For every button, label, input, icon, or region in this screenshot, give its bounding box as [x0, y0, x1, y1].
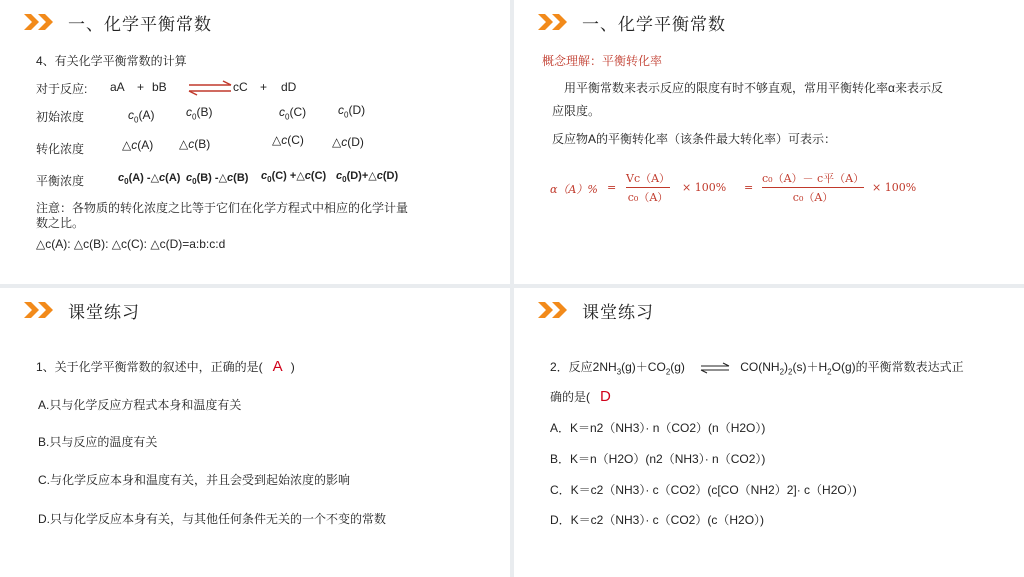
c0-C: $c_0(C)$ — [279, 105, 307, 122]
c0-B: $c_0(B)$ — [186, 105, 213, 122]
slide-exercise-2 — [514, 288, 1024, 577]
option-d[interactable]: D.只与化学反应本身有关，与其他任何条件无关的一个不变的常数 — [38, 512, 387, 526]
concept-heading: 概念理解：平衡转化率 — [542, 54, 663, 68]
term-cC: cC — [233, 80, 248, 94]
eq-D: $c_0(D)+\triangle c(D)$ — [336, 170, 399, 185]
delta-c-C: △c(C) — [272, 133, 304, 147]
equilibrium-label: 平衡浓度 — [36, 174, 85, 188]
slide-header — [538, 298, 654, 322]
formula-times-1: × 100% — [682, 181, 727, 194]
c0-D: $c_0(D)$ — [338, 103, 366, 120]
eq-A: $c_0(A)$ -△c(A) — [118, 172, 181, 187]
double-chevron-icon — [24, 14, 56, 30]
change-label: 转化浓度 — [36, 142, 85, 156]
reversible-arrow-icon — [187, 80, 233, 96]
formula-times-2: × 100% — [872, 181, 917, 194]
fraction-2-numerator: c₀（A）－ c平（A） — [762, 172, 865, 185]
fraction-1-numerator: Vc（A） — [626, 172, 671, 185]
double-chevron-icon — [538, 302, 570, 318]
plus-sign: + — [260, 80, 268, 94]
eq-B: $c_0(B)$ -△c(B) — [186, 172, 249, 187]
note-line2: 数之比。 — [36, 216, 85, 230]
question-2-line1: 2．反应$2NH_3(g)+CO_2(g)$ $CO(NH_2)_2(s)+H_2O(g)$的平衡常数表达式正 — [550, 360, 964, 377]
slide-title: 一、化学平衡常数 — [68, 14, 212, 34]
formula-equals: = — [607, 181, 617, 194]
answer-mark: A — [272, 358, 283, 375]
slide-title: 课堂练习 — [68, 302, 140, 322]
ratio-line: △c(A): △c(B): △c(C): △c(D)=a:b:c:d — [36, 237, 226, 251]
question-2-line2: 确的是( D — [550, 388, 611, 405]
option-a[interactable]: A.只与化学反应方程式本身和温度有关 — [38, 398, 242, 412]
para1-line1: 用平衡常数来表示反应的限度有时不够直观，常用平衡转化率α来表示反 — [564, 81, 943, 95]
slide-equilibrium-calc — [0, 0, 510, 284]
option-d[interactable]: D．K＝c2（NH3）· c（CO2）(c（H2O）) — [550, 513, 765, 527]
formula-equals-2: = — [744, 181, 754, 194]
note-line1: 注意：各物质的转化浓度之比等于它们在化学方程式中相应的化学计量 — [36, 201, 409, 215]
slide-conversion-rate — [514, 0, 1024, 284]
fraction-2-denominator: c₀（A） — [792, 191, 834, 204]
fraction-1 — [626, 170, 670, 205]
delta-c-A: △c(A) — [122, 138, 154, 152]
fraction-1-denominator: c₀（A） — [627, 191, 669, 204]
answer-mark: D — [600, 388, 611, 405]
fraction-2 — [762, 170, 864, 205]
term-dD: dD — [281, 80, 297, 94]
eq-C: $c_0(C)$ +△c(C) — [261, 170, 327, 185]
plus-sign: + — [137, 80, 145, 94]
slide-header — [538, 10, 726, 34]
option-c[interactable]: C.与化学反应本身和温度有关，并且会受到起始浓度的影响 — [38, 473, 351, 487]
reaction-label: 对于反应: — [36, 82, 88, 96]
delta-c-D: △c(D) — [332, 135, 364, 149]
slide-title: 一、化学平衡常数 — [582, 14, 726, 34]
double-chevron-icon — [24, 302, 56, 318]
delta-c-B: △c(B) — [179, 137, 211, 151]
formula-lhs: α（A）% — [550, 183, 598, 196]
section-subtitle: 4、有关化学平衡常数的计算 — [36, 54, 187, 68]
term-aA: aA — [110, 80, 125, 94]
double-chevron-icon — [538, 14, 570, 30]
para2: 反应物A的平衡转化率（该条件最大转化率）可表示： — [552, 132, 837, 146]
slide-title: 课堂练习 — [582, 302, 654, 322]
slide-exercise-1 — [0, 288, 510, 577]
initial-label: 初始浓度 — [36, 110, 85, 124]
question-1: 1、关于化学平衡常数的叙述中，正确的是( A ) — [36, 358, 295, 375]
para1-line2: 应限度。 — [552, 104, 601, 118]
reversible-arrow-icon — [700, 362, 730, 374]
term-bB: bB — [152, 80, 167, 94]
slide-header — [24, 298, 140, 322]
slide-header — [24, 10, 212, 34]
c0-A: $c_0(A)$ — [128, 108, 155, 125]
option-c[interactable]: C．K＝c2（NH3）· c（CO2）(c[CO（NH2）2]· c（H2O）) — [550, 483, 857, 497]
option-b[interactable]: B.只与反应的温度有关 — [38, 435, 158, 449]
option-b[interactable]: B．K＝n（H2O）(n2（NH3）· n（CO2）) — [550, 452, 766, 466]
option-a[interactable]: A．K＝n2（NH3）· n（CO2）(n（H2O）) — [550, 421, 766, 435]
